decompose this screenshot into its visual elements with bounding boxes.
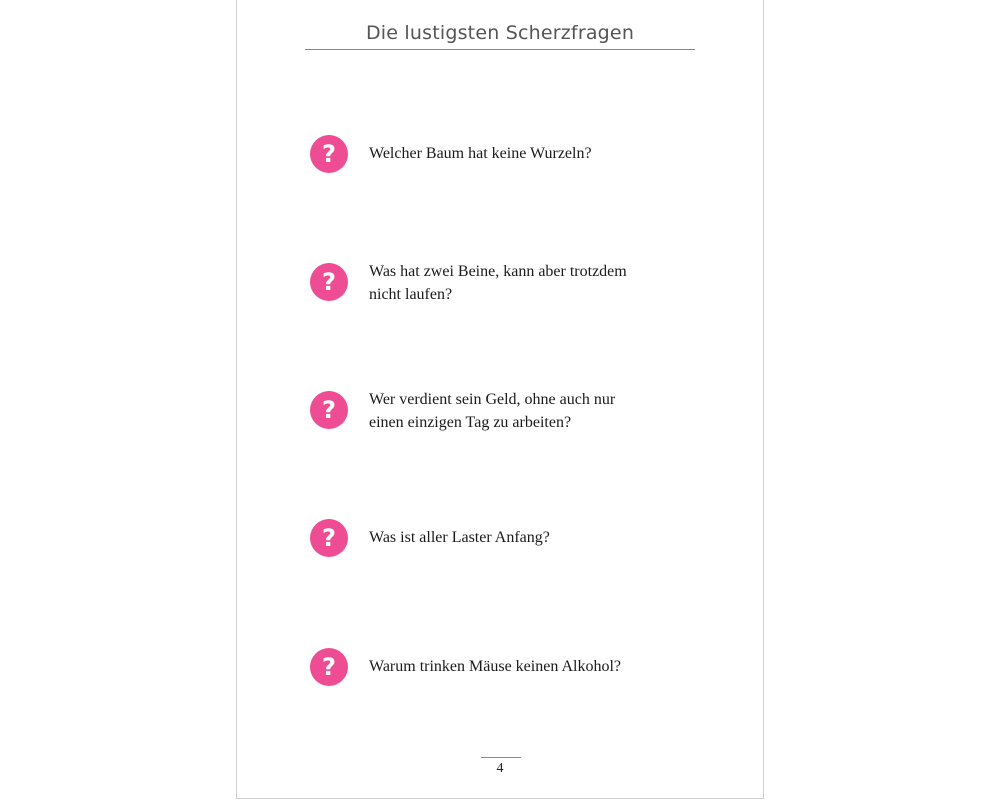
book-page xyxy=(236,0,764,799)
question-item xyxy=(310,135,650,173)
page-header-title: Die lustigsten Scherzfragen xyxy=(365,22,635,44)
question-text: Warum trinken Mäuse keinen Alkohol? xyxy=(369,658,621,675)
question-item xyxy=(310,648,650,686)
question-item xyxy=(310,519,650,557)
question-mark-icon: ? xyxy=(310,391,348,429)
question-mark-icon: ? xyxy=(310,263,348,301)
question-text: Was ist aller Laster Anfang? xyxy=(369,529,550,546)
question-mark-icon: ? xyxy=(310,135,348,173)
question-text: Was hat zwei Beine, kann aber trotzdem nicht laufen? xyxy=(369,263,627,303)
page-number: 4 xyxy=(496,761,504,776)
question-text: Wer verdient sein Geld, ohne auch nur einen einzigen Tag zu arbeiten? xyxy=(369,391,616,431)
question-item xyxy=(310,263,650,306)
question-mark-icon: ? xyxy=(310,519,348,557)
question-text: Welcher Baum hat keine Wurzeln? xyxy=(369,145,592,162)
question-item xyxy=(310,391,650,434)
question-mark-icon: ? xyxy=(310,648,348,686)
footer-divider xyxy=(481,757,521,758)
header-divider xyxy=(305,49,695,50)
